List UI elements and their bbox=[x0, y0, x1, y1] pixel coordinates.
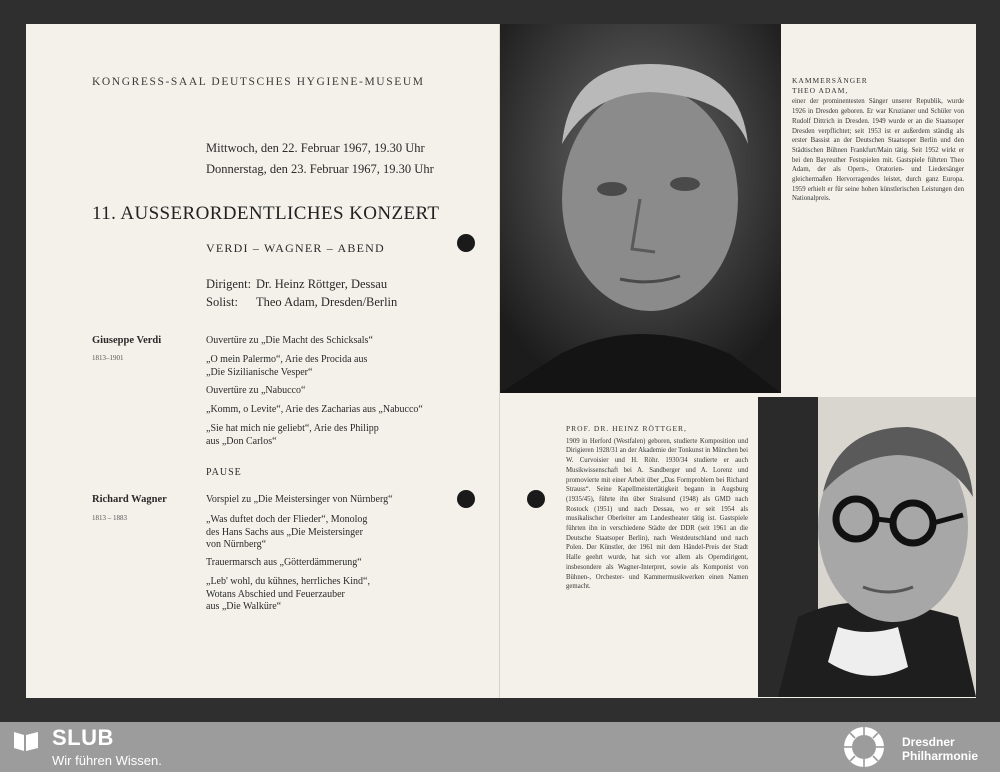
punch-hole bbox=[527, 490, 545, 508]
bio-heading: KAMMERSÄNGER bbox=[792, 76, 868, 85]
punch-hole bbox=[457, 234, 475, 252]
composer-name: Giuseppe Verdi bbox=[92, 335, 162, 346]
work-item: „Sie hat mich nie geliebt“, Arie des Philipp aus „Don Carlos“ bbox=[206, 423, 379, 447]
slub-tagline: Wir führen Wissen. bbox=[52, 753, 162, 768]
soloist-label: Solist: bbox=[206, 295, 238, 309]
concert-subtitle: VERDI – WAGNER – ABEND bbox=[206, 241, 385, 255]
soloist-line bbox=[206, 293, 397, 311]
conductor-line bbox=[206, 275, 397, 293]
soloist-name: Theo Adam, Dresden/Berlin bbox=[256, 295, 398, 309]
theo-adam-portrait bbox=[500, 24, 781, 393]
work-item: Ouvertüre zu „Nabucco“ bbox=[206, 385, 306, 396]
work-item: „O mein Palermo“, Arie des Procida aus „Die Sizilianische Vesper“ bbox=[206, 354, 368, 378]
conductor-name: Dr. Heinz Röttger, Dessau bbox=[256, 277, 388, 291]
date-line-2: Donnerstag, den 23. Februar 1967, 19.30 Uhr bbox=[206, 162, 434, 176]
composer-name: Richard Wagner bbox=[92, 494, 167, 505]
slub-logo-icon bbox=[12, 730, 40, 752]
composer-years: 1813 – 1883 bbox=[92, 514, 127, 522]
punch-hole bbox=[457, 490, 475, 508]
pause-label: PAUSE bbox=[206, 467, 242, 478]
heinz-roettger-portrait bbox=[758, 397, 976, 697]
dresdner-philharmonie-logo-icon bbox=[842, 725, 886, 769]
footer-bar bbox=[0, 722, 1000, 772]
dresdner-philharmonie-name: Dresdner Philharmonie bbox=[902, 735, 979, 763]
work-item: „Komm, o Levite“, Arie des Zacharias aus „Nabucco“ bbox=[206, 404, 423, 415]
venue-heading: KONGRESS-SAAL DEUTSCHES HYGIENE-MUSEUM bbox=[92, 76, 425, 88]
work-item: Vorspiel zu „Die Meistersinger von Nürnberg“ bbox=[206, 494, 393, 505]
composer-years: 1813–1901 bbox=[92, 354, 124, 362]
bio-text: 1909 in Herford (Westfalen) geboren, studierte Komposition und Dirigieren 1928/31 an der Akademie der Tonkunst in München bei W. Curvoisier und H. Röhr. 1930/34 studierte er auch Musikwissenschaft bei A. Sandberger und A. Lorenz und promovierte mit einer Arbeit über „Das Formproblem bei Richard Strauss“. Seine Kapellmeistertätigkeit begann in Augsburg (1935/45), führte ihn über Stralsund (1948) als GMD nach Rostock (1951) und nach Dessau, wo er seit 1954 als musikalischer Oberleiter am Landestheater tätig ist. Gastspiele führten ihn in verschiedene Städte der DDR (seit 1961 an die Deutsche Staatsoper Berlin), nach Westdeutschland und nach Polen. Der Künstler, der 1961 mit dem Händel-Preis der Stadt Halle geehrt wurde, hat sich vor allem als Operndirigent, insbesondere als Wagner-Interpret, sowie als Komponist von Bühnen-, Orchester- und Kammermusikwerken einen Namen gemacht. bbox=[566, 437, 748, 591]
bio-heading: PROF. DR. HEINZ RÖTTGER, bbox=[566, 424, 687, 433]
theo-adam-biography bbox=[792, 76, 964, 204]
work-item: „Was duftet doch der Flieder“, Monolog des Hans Sachs aus „Die Meistersinger von Nürnberg“ bbox=[206, 514, 368, 550]
concert-dates bbox=[206, 138, 434, 180]
work-item: „Leb' wohl, du kühnes, herrliches Kind“, Wotans Abschied und Feuerzauber aus „Die Walküre“ bbox=[206, 576, 370, 612]
work-item: Trauermarsch aus „Götterdämmerung“ bbox=[206, 557, 362, 568]
bio-heading: THEO ADAM, bbox=[792, 85, 849, 95]
bio-text: einer der prominentesten Sänger unserer Republik, wurde 1926 in Dresden geboren. Er war Kruzianer und Schüler von Rudolf Dittrich in Dresden. 1949 wurde er an die Staatsoper Dresden verpflichtet; seit 1953 ist er außerdem ständig als erster Bassist an der Deutschen Staatsoper Berlin und den Städtischen Bühnen Frankfurt/Main tätig. Seit 1952 wirkt er bei den Bayreuther Festspielen mit. Gastspiele führten Theo Adam, der als Opern-, Oratorien- und Liedersänger gleichermaßen Hervorragendes leistet, durch ganz Europa. 1959 erhielt er für seine hohen künstlerischen Leistungen den Nationalpreis. bbox=[792, 98, 964, 203]
performers bbox=[206, 275, 397, 311]
conductor-label: Dirigent: bbox=[206, 277, 252, 291]
concert-title: 11. AUSSERORDENTLICHES KONZERT bbox=[92, 203, 440, 224]
date-line-1: Mittwoch, den 22. Februar 1967, 19.30 Uhr bbox=[206, 141, 425, 155]
heinz-roettger-biography bbox=[566, 424, 748, 592]
work-item: Ouvertüre zu „Die Macht des Schicksals“ bbox=[206, 335, 373, 346]
slub-logo-text: SLUB bbox=[52, 725, 114, 750]
